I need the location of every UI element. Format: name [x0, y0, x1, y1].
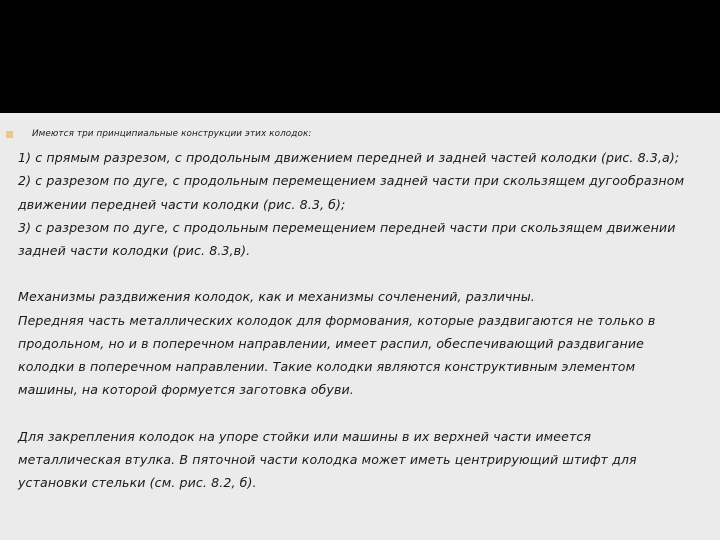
paragraph1-line: 2) с разрезом по дуге, с продольным перемещением задней части при скользящем дугообразном [18, 173, 685, 189]
content-area [0, 113, 720, 540]
paragraph1-line: задней части колодки (рис. 8.3,в). [18, 243, 251, 259]
paragraph3-line: установки стельки (см. рис. 8.2, б). [18, 475, 257, 491]
paragraph-gap [18, 262, 714, 285]
paragraph1-line: движении передней части колодки (рис. 8.3, б); [18, 196, 346, 212]
paragraph1-line: 3) с разрезом по дуге, с продольным перемещением передней части при скользящем движении [18, 219, 676, 235]
paragraph1-line: Имеются три принципиальные конструкции этих колодок: [32, 129, 312, 139]
paragraph3-line: металлическая втулка. В пяточной части колодка может иметь центрирующий штифт для [18, 451, 637, 467]
bullet-marker [6, 131, 13, 138]
paragraph2-line: продольном, но и в поперечном направлении, имеет распил, обеспечивающий раздвигание [18, 335, 644, 351]
paragraph2-line: Передняя часть металлических колодок для формования, которые раздвигаются не только в [18, 312, 656, 328]
paragraph3-line: Для закрепления колодок на упоре стойки или машины в их верхней части имеется [18, 428, 592, 444]
paragraph2-line: Механизмы раздвижения колодок, как и механизмы сочленений, различны. [18, 289, 535, 305]
body-text [18, 123, 714, 494]
paragraph-gap [18, 401, 714, 424]
title-bar [0, 0, 720, 113]
paragraph2-line: машины, на которой формуется заготовка обуви. [18, 382, 354, 398]
paragraph1-line: 1) с прямым разрезом, с продольным движением передней и задней частей колодки (рис. 8.3,а); [18, 150, 680, 166]
paragraph2-line: колодки в поперечном направлении. Такие колодки являются конструктивным элементом [18, 359, 636, 375]
